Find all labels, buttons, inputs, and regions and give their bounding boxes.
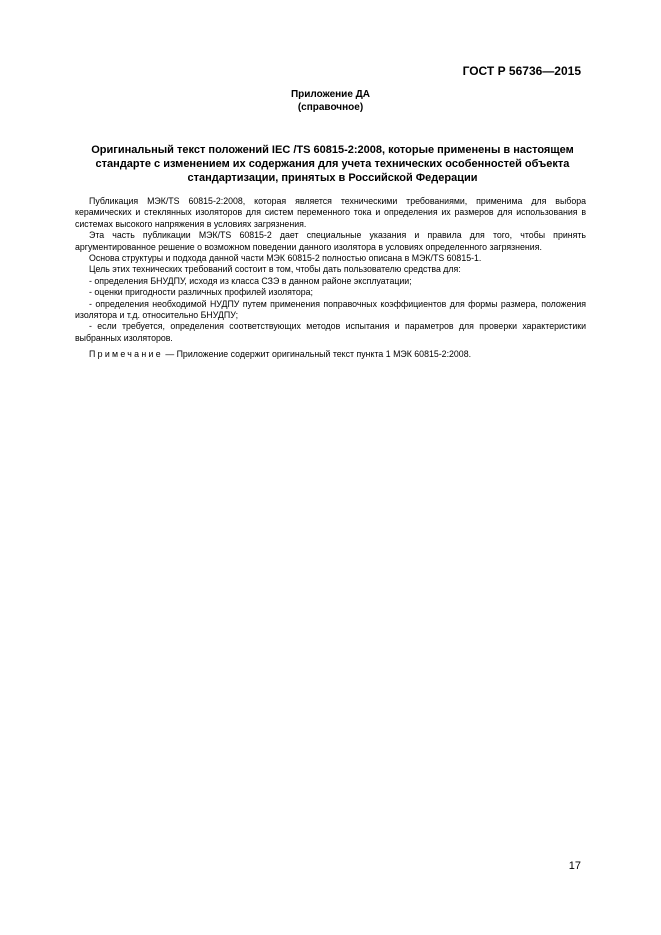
note-label: Примечание bbox=[89, 349, 163, 360]
list-item: - определения БНУДПУ, исходя из класса СЗЭ в данном районе эксплуатации; bbox=[89, 275, 412, 286]
section-title bbox=[60, 143, 605, 185]
note bbox=[75, 349, 586, 360]
title-line-1: Оригинальный текст положений IEC /TS 60815-2:2008, которые применены в настоящем bbox=[91, 144, 574, 156]
paragraph-guidance: Эта часть публикации МЭК/TS 60815-2 дает специальные указания и правила для того, чтобы принять аргументированное решение о возможном поведении данного изолятора в условиях определенного загрязнения. bbox=[75, 230, 586, 252]
title-line-2: стандарте с изменением их содержания для учета технических особенностей объекта bbox=[95, 158, 570, 170]
appendix-heading bbox=[0, 88, 661, 114]
list-item: - определения необходимой НУДПУ путем применения поправочных коэффициентов для формы размера, положения изолятора и т.д. относительно БНУДПУ; bbox=[75, 298, 586, 321]
paragraph-scope: Публикация МЭК/TS 60815-2:2008, которая является техническими требованиями, применима для выбора керамических и стеклянных изоляторов для систем переменного тока и определения их размеров для использования в системах высокого напряжения в условиях загрязнения. bbox=[75, 196, 586, 229]
document-code: ГОСТ Р 56736—2015 bbox=[462, 64, 581, 78]
page-number: 17 bbox=[568, 860, 581, 872]
title-line-3: стандартизации, принятых в Российской Федерации bbox=[187, 172, 478, 184]
appendix-label: Приложение ДА bbox=[290, 89, 371, 100]
appendix-type: (справочное) bbox=[297, 102, 364, 113]
paragraph-purpose: Цель этих технических требований состоит в том, чтобы дать пользователю средства для: bbox=[89, 264, 461, 275]
paragraph-structure: Основа структуры и подхода данной части МЭК 60815-2 полностью описана в МЭК/TS 60815-1. bbox=[89, 253, 482, 264]
list-item: - оценки пригодности различных профилей изолятора; bbox=[89, 287, 313, 298]
note-text: — Приложение содержит оригинальный текст пункта 1 МЭК 60815-2:2008. bbox=[162, 349, 472, 360]
body-text bbox=[75, 196, 586, 361]
list-item: - если требуется, определения соответствующих методов испытания и параметров для проверки характеристики выбранных изоляторов. bbox=[75, 321, 586, 343]
